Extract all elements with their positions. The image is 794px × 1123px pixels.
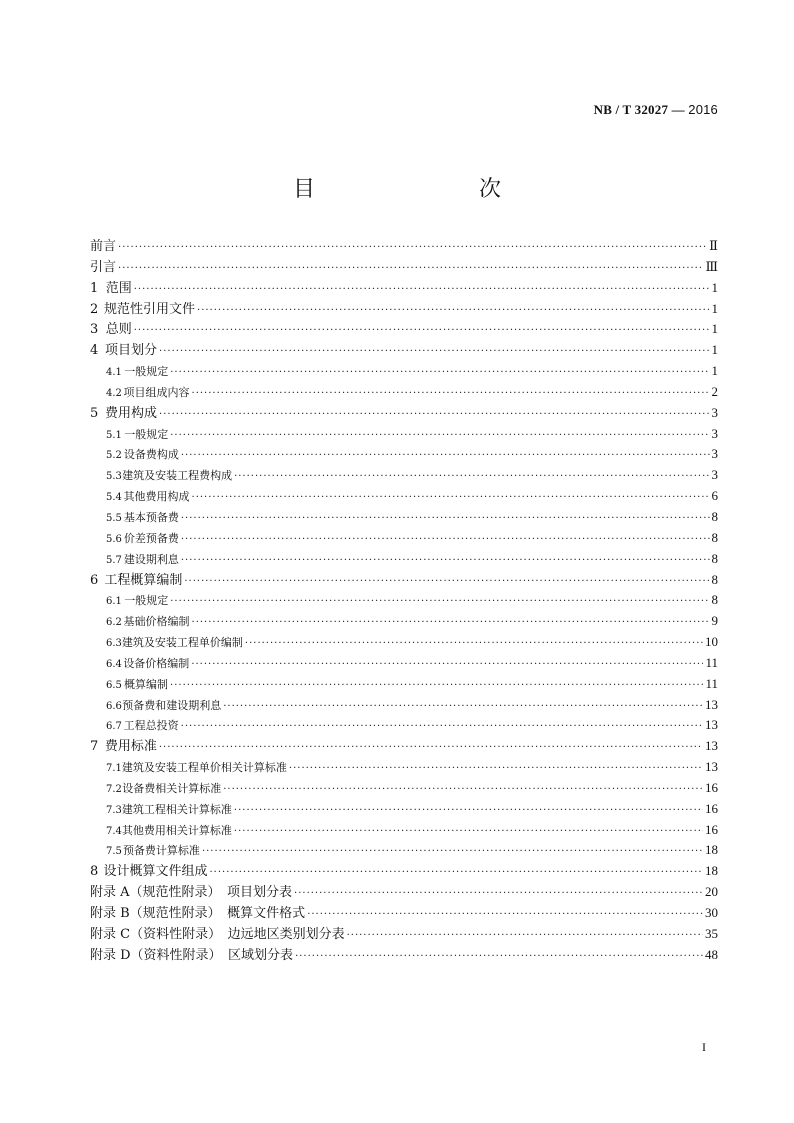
- toc-entry-number: 6.2: [106, 617, 122, 629]
- toc-entry-number: 5.4: [106, 492, 122, 504]
- toc-entry-number: 1: [90, 280, 99, 296]
- toc-entry-title: 工程概算编制: [104, 572, 183, 588]
- toc-entry-number: 6.1: [106, 596, 122, 608]
- toc-entry-page: Ⅲ: [705, 258, 718, 274]
- toc-entry-title: 基本预备费: [123, 510, 179, 524]
- toc-entry-title: 规范性引用文件: [104, 301, 196, 317]
- toc-entry-number: 8: [90, 864, 99, 880]
- toc-entry-page: 18: [705, 842, 718, 858]
- toc-entry[interactable]: [90, 507, 718, 528]
- toc-entry-page: 9: [711, 613, 718, 629]
- toc-entry-number: 5: [90, 405, 99, 421]
- toc-leader-dots: [223, 780, 703, 801]
- toc-entry-page: Ⅱ: [709, 238, 718, 253]
- toc-entry-page: 13: [705, 759, 718, 775]
- toc-entry-title: 预备费计算标准: [122, 844, 200, 858]
- toc-entry-page: 8: [711, 571, 718, 587]
- toc-entry-number: 4.2: [106, 387, 122, 399]
- toc-entry-title: 设计概算文件组成: [103, 864, 208, 880]
- standard-dash: —: [668, 102, 689, 117]
- toc-entry-number: 6.5: [106, 679, 122, 691]
- toc-entry[interactable]: [90, 486, 718, 507]
- toc-entry-title: 概算编制: [124, 677, 169, 691]
- toc-entry-title: 建设期利息: [123, 552, 179, 566]
- toc-leader-dots: [159, 342, 709, 363]
- toc-entry[interactable]: [90, 528, 718, 549]
- toc-entry[interactable]: [90, 611, 718, 632]
- standard-year: 2016: [688, 102, 718, 117]
- toc-entry-title: 费用构成: [105, 405, 158, 421]
- toc-entry-number: 5.5: [106, 512, 122, 524]
- toc-entry-title: 基础价格编制: [123, 615, 190, 629]
- toc-entry-title: 价差预备费: [123, 531, 179, 545]
- toc-entry[interactable]: [90, 278, 718, 299]
- toc-entry-title: 建筑及安装工程单价相关计算标准: [121, 761, 287, 775]
- toc-entry-page: 8: [711, 550, 718, 566]
- toc-leader-dots: [181, 446, 710, 467]
- toc-entry-page: 8: [711, 508, 718, 524]
- toc-entry-page: 1: [711, 342, 718, 358]
- toc-entry-title: 其他费用构成: [123, 490, 190, 504]
- toc-leader-dots: [210, 863, 704, 884]
- toc-entry-page: 1: [711, 321, 718, 337]
- toc-entry-title: 项目组成内容: [123, 385, 190, 399]
- toc-entry[interactable]: [90, 840, 718, 861]
- standard-code: [594, 102, 718, 118]
- toc-entry-page: 3: [711, 467, 718, 483]
- toc-entry[interactable]: [90, 403, 718, 424]
- toc-entry[interactable]: [90, 361, 718, 382]
- toc-entry-number: 7.3: [106, 804, 122, 816]
- toc-entry[interactable]: [90, 236, 718, 257]
- toc-entry-title: 引言: [90, 259, 117, 275]
- toc-leader-dots: [184, 572, 709, 593]
- toc-entry[interactable]: [90, 299, 718, 320]
- toc-entry-title: 一般规定: [124, 427, 169, 441]
- toc-entry-title: 建筑及安装工程费构成: [122, 469, 233, 483]
- toc-entry-page: 3: [711, 404, 718, 420]
- toc-leader-dots: [159, 738, 703, 759]
- toc-entry-page: 1: [711, 300, 718, 316]
- toc-entry-page: 13: [705, 738, 718, 754]
- toc-leader-dots: [192, 613, 710, 634]
- toc-leader-dots: [192, 488, 710, 509]
- toc-leader-dots: [181, 551, 710, 572]
- toc-entry[interactable]: [90, 945, 718, 966]
- toc-leader-dots: [191, 655, 703, 676]
- toc-entry-page: 8: [711, 529, 718, 545]
- toc-entry[interactable]: [90, 903, 718, 924]
- toc-leader-dots: [234, 801, 703, 822]
- toc-entry-number: 7: [90, 739, 99, 755]
- toc-entry-title: 设备价格编制: [123, 656, 190, 670]
- toc-entry-number: 5.1: [106, 429, 122, 441]
- toc-entry-page: 3: [711, 425, 718, 441]
- toc-leader-dots: [223, 697, 703, 718]
- toc-entry[interactable]: [90, 424, 718, 445]
- toc-leader-dots: [294, 884, 703, 905]
- toc-entry[interactable]: [90, 820, 718, 841]
- toc-leader-dots: [234, 467, 709, 488]
- toc-entry-title: 项目划分: [105, 343, 158, 359]
- toc-entry[interactable]: [90, 632, 718, 653]
- toc-entry[interactable]: [90, 778, 718, 799]
- toc-leader-dots: [170, 426, 709, 447]
- toc-entry-title: 前言: [90, 239, 117, 254]
- toc-entry-number: 6.6: [106, 700, 122, 712]
- toc-entry-page: 35: [705, 925, 718, 941]
- toc-entry[interactable]: [90, 570, 718, 591]
- toc-entry[interactable]: [90, 382, 718, 403]
- toc-entry-page: 16: [705, 800, 718, 816]
- toc-entry-number: 6: [90, 572, 99, 588]
- toc-entry[interactable]: [90, 257, 718, 278]
- toc-entry-number: 6.4: [106, 658, 122, 670]
- toc-leader-dots: [134, 280, 710, 301]
- toc-entry-title: 附录 A（规范性附录） 项目划分表: [90, 885, 293, 901]
- toc-leader-dots: [118, 238, 707, 259]
- toc-entry-number: 6.7: [106, 721, 122, 733]
- toc-entry-page: 13: [705, 717, 718, 733]
- toc-entry-page: 1: [711, 363, 718, 379]
- toc-entry[interactable]: [90, 861, 718, 882]
- toc-entry-title: 一般规定: [124, 594, 169, 608]
- toc-entry[interactable]: [90, 882, 718, 903]
- toc-entry-page: 11: [705, 675, 718, 691]
- toc-leader-dots: [170, 592, 709, 613]
- table-of-contents: [90, 236, 718, 966]
- toc-entry-title: 工程总投资: [123, 719, 179, 733]
- toc-leader-dots: [181, 530, 710, 551]
- toc-entry[interactable]: [90, 590, 718, 611]
- toc-entry-number: 7.4: [106, 825, 122, 837]
- toc-entry[interactable]: [90, 695, 718, 716]
- toc-entry-page: 13: [705, 696, 718, 712]
- toc-entry-title: 附录 D（资料性附录） 区域划分表: [90, 947, 294, 963]
- toc-entry-title: 设备费相关计算标准: [122, 781, 222, 795]
- toc-entry-number: 6.3: [106, 638, 122, 650]
- toc-leader-dots: [170, 363, 709, 384]
- toc-entry[interactable]: [90, 799, 718, 820]
- toc-leader-dots: [347, 926, 703, 947]
- toc-leader-dots: [181, 509, 710, 530]
- page-title: 目 次: [292, 177, 541, 202]
- toc-leader-dots: [295, 947, 703, 968]
- toc-entry-number: 5.2: [106, 450, 122, 462]
- toc-entry-page: 6: [711, 488, 718, 504]
- toc-leader-dots: [192, 384, 710, 405]
- page-number: I: [702, 1040, 706, 1054]
- toc-entry[interactable]: [90, 653, 718, 674]
- toc-entry-number: 2: [90, 301, 99, 317]
- toc-entry-title: 一般规定: [124, 365, 169, 379]
- toc-leader-dots: [245, 634, 703, 655]
- toc-entry-page: 2: [711, 383, 718, 399]
- toc-entry-page: 3: [711, 446, 718, 462]
- toc-entry-title: 范围: [105, 280, 132, 296]
- toc-entry-page: 1: [711, 279, 718, 295]
- toc-entry[interactable]: [90, 757, 718, 778]
- toc-entry-page: 10: [705, 634, 718, 650]
- toc-entry-page: 16: [705, 821, 718, 837]
- toc-entry-title: 附录 B（规范性附录） 概算文件格式: [90, 906, 306, 921]
- toc-entry-title: 其他费用相关计算标准: [121, 823, 232, 837]
- toc-leader-dots: [170, 676, 703, 697]
- toc-entry-number: 5.7: [106, 554, 122, 566]
- toc-entry-number: 7.5: [106, 846, 122, 858]
- toc-entry[interactable]: [90, 340, 718, 361]
- toc-entry-number: 3: [90, 322, 99, 338]
- toc-entry-number: 4: [90, 343, 99, 359]
- toc-entry-page: 11: [705, 654, 718, 670]
- toc-entry[interactable]: [90, 465, 718, 486]
- toc-entry-page: 18: [705, 863, 718, 879]
- toc-entry-page: 30: [705, 905, 718, 920]
- toc-entry-title: 总则: [105, 322, 132, 338]
- toc-entry-title: 建筑及安装工程单价编制: [121, 636, 243, 650]
- toc-entry[interactable]: [90, 674, 718, 695]
- toc-leader-dots: [197, 301, 709, 322]
- toc-entry-title: 设备费构成: [123, 448, 179, 462]
- toc-entry-title: 费用标准: [104, 739, 157, 755]
- toc-entry-title: 建筑工程相关计算标准: [121, 802, 232, 816]
- toc-leader-dots: [159, 405, 709, 426]
- toc-entry-title: 附录 C（资料性附录） 边远地区类别划分表: [90, 926, 345, 942]
- toc-leader-dots: [134, 321, 710, 342]
- toc-leader-dots: [118, 259, 703, 280]
- toc-entry[interactable]: [90, 319, 718, 340]
- standard-number: NB / T 32027: [593, 102, 669, 117]
- toc-leader-dots: [289, 759, 703, 780]
- toc-leader-dots: [307, 905, 703, 926]
- toc-entry-number: 7.1: [106, 763, 122, 775]
- toc-entry-page: 8: [711, 592, 718, 608]
- toc-entry[interactable]: [90, 736, 718, 757]
- toc-entry-title: 预备费和建设期利息: [122, 698, 222, 712]
- toc-entry-number: 4.1: [106, 367, 122, 379]
- toc-entry-page: 48: [705, 946, 718, 962]
- toc-entry-number: 7.2: [106, 783, 122, 795]
- toc-entry[interactable]: [90, 444, 718, 465]
- toc-entry[interactable]: [90, 715, 718, 736]
- toc-leader-dots: [234, 822, 703, 843]
- toc-leader-dots: [181, 717, 703, 738]
- toc-entry[interactable]: [90, 549, 718, 570]
- toc-entry-number: 5.6: [106, 533, 122, 545]
- toc-entry-page: 20: [705, 884, 718, 900]
- toc-entry-page: 16: [705, 779, 718, 795]
- toc-entry-number: 5.3: [106, 471, 122, 483]
- toc-entry[interactable]: [90, 924, 718, 945]
- toc-leader-dots: [202, 842, 703, 863]
